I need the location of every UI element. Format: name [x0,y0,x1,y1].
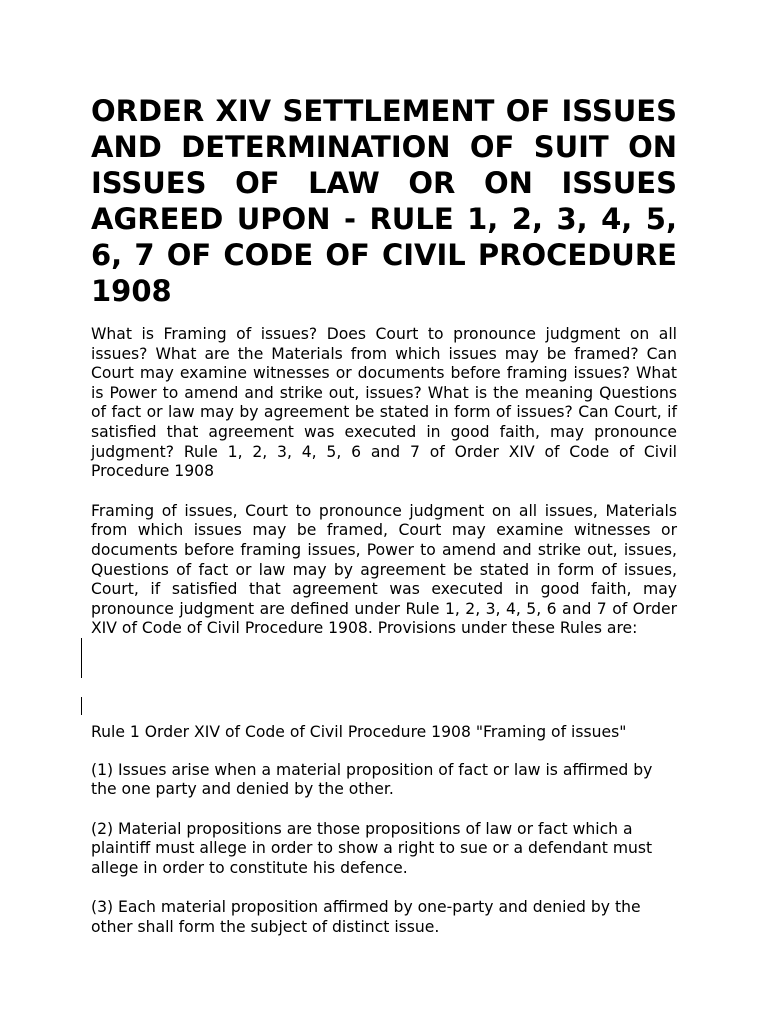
intro-definition-paragraph: Framing of issues, Court to pronounce judgment on all issues, Materials from which issues may be framed, Court may examine witnesses or documents before framing issues, Power to amend and strike out, issues, Questions of fact or law may by agreement be stated in form of issues, Court, if satisfied that agreement was executed in good faith, may pronounce judgment are defined under Rule 1, 2, 3, 4, 5, 6 and 7 of Order XIV of Code of Civil Procedure 1908. Provisions under these Rules are: [91,501,677,638]
clause-2: (2) Material propositions are those propositions of law or fact which a plaintiff must allege in order to show a right to sue or a defendant must allege in order to constitute his defence. [91,819,653,877]
text-cursor-marker [81,697,82,715]
text-cursor-marker [81,638,82,678]
blank-space [91,659,677,723]
rule-heading: Rule 1 Order XIV of Code of Civil Procedure 1908 "Framing of issues" [91,722,627,741]
clause-3: (3) Each material proposition affirmed by one-party and denied by the other shall form the subject of distinct issue. [91,898,641,937]
document-body [91,93,677,958]
document-title: ORDER XIV SETTLEMENT OF ISSUES AND DETERMINATION OF SUIT ON ISSUES OF LAW OR ON ISSUES AGREED UPON - RULE 1, 2, 3, 4, 5, 6, 7 OF CODE OF CIVIL PROCEDURE 1908 [91,94,677,308]
intro-question-paragraph: What is Framing of issues? Does Court to pronounce judgment on all issues? What are the Materials from which issues may be framed? Can Court may examine witnesses or documents before framing issues? What is Power to amend and strike out, issues? What is the meaning Questions of fact or law may by agreement be stated in form of issues? Can Court, if satisfied that agreement was executed in good faith, may pronounce judgment? Rule 1, 2, 3, 4, 5, 6 and 7 of Order XIV of Code of Civil Procedure 1908 [91,325,677,481]
clause-1: (1) Issues arise when a material proposition of fact or law is affirmed by the one party and denied by the other. [91,760,653,799]
